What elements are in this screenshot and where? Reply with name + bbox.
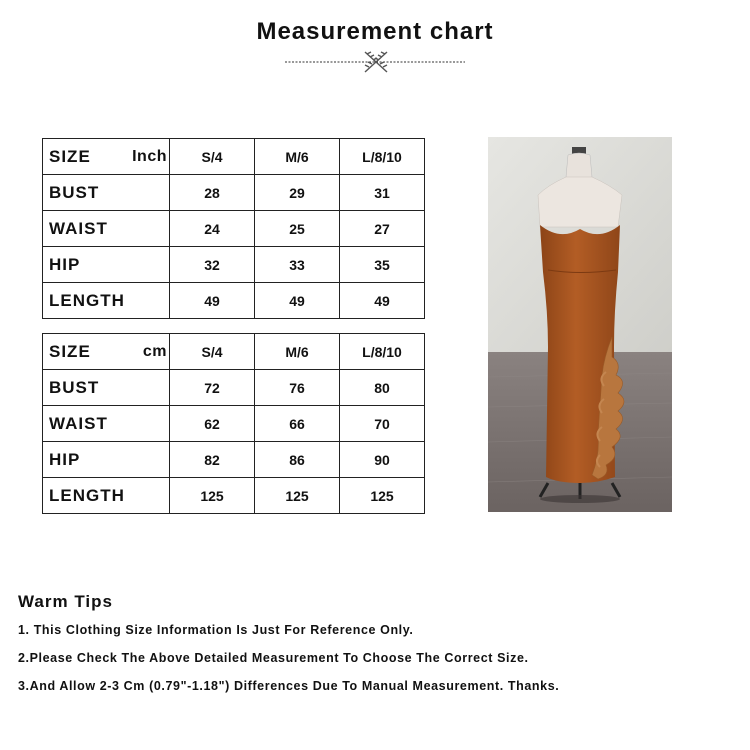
table-header-row <box>43 334 425 370</box>
size-header-label: SIZE <box>49 146 91 166</box>
unit-label: cm <box>142 342 167 360</box>
table-cell: 24 <box>170 211 255 247</box>
size-column-header: L/8/10 <box>340 139 425 175</box>
mannequin-neck <box>566 153 592 179</box>
size-column-header: L/8/10 <box>340 334 425 370</box>
table-cell: 125 <box>170 478 255 514</box>
table-cell: 28 <box>170 175 255 211</box>
row-label: WAIST <box>43 406 170 442</box>
table-cell: 33 <box>255 247 340 283</box>
tip-item: 1. This Clothing Size Information Is Just For Reference Only. <box>18 623 414 637</box>
table-cell: 125 <box>340 478 425 514</box>
table-row <box>43 247 425 283</box>
table-row <box>43 442 425 478</box>
table-row <box>43 406 425 442</box>
size-header-label: SIZE <box>49 341 91 361</box>
table-row <box>43 175 425 211</box>
table-cell: 66 <box>255 406 340 442</box>
table-corner-cell <box>43 139 170 175</box>
table-cell: 29 <box>255 175 340 211</box>
tip-item: 2.Please Check The Above Detailed Measurement To Choose The Correct Size. <box>18 651 529 665</box>
product-photo <box>488 137 672 512</box>
table-cell: 62 <box>170 406 255 442</box>
feather-cross-icon <box>365 52 387 72</box>
table-row <box>43 283 425 319</box>
size-table-inch <box>42 138 425 319</box>
row-label: BUST <box>43 175 170 211</box>
table-cell: 31 <box>340 175 425 211</box>
dress-on-mannequin-illustration <box>488 137 672 512</box>
table-cell: 35 <box>340 247 425 283</box>
tip-item: 3.And Allow 2-3 Cm (0.79"-1.18") Differences Due To Manual Measurement. Thanks. <box>18 679 560 693</box>
size-column-header: M/6 <box>255 139 340 175</box>
row-label: HIP <box>43 247 170 283</box>
table-row <box>43 370 425 406</box>
table-cell: 125 <box>255 478 340 514</box>
table-cell: 76 <box>255 370 340 406</box>
decorative-divider <box>283 49 467 75</box>
warm-tips-section <box>18 592 738 706</box>
size-column-header: S/4 <box>170 139 255 175</box>
row-label: HIP <box>43 442 170 478</box>
row-label: LENGTH <box>43 478 170 514</box>
size-table-cm <box>42 333 425 514</box>
table-cell: 49 <box>255 283 340 319</box>
table-cell: 70 <box>340 406 425 442</box>
table-cell: 86 <box>255 442 340 478</box>
size-column-header: S/4 <box>170 334 255 370</box>
table-cell: 25 <box>255 211 340 247</box>
table-cell: 82 <box>170 442 255 478</box>
page-title: Measurement chart <box>256 18 494 45</box>
table-cell: 32 <box>170 247 255 283</box>
table-cell: 49 <box>170 283 255 319</box>
unit-label: Inch <box>132 147 167 165</box>
size-column-header: M/6 <box>255 334 340 370</box>
table-row <box>43 478 425 514</box>
row-label: BUST <box>43 370 170 406</box>
table-corner-cell <box>43 334 170 370</box>
table-cell: 90 <box>340 442 425 478</box>
row-label: LENGTH <box>43 283 170 319</box>
warm-tips-title: Warm Tips <box>18 592 113 611</box>
table-row <box>43 211 425 247</box>
table-cell: 80 <box>340 370 425 406</box>
table-cell: 72 <box>170 370 255 406</box>
row-label: WAIST <box>43 211 170 247</box>
table-header-row <box>43 139 425 175</box>
table-cell: 27 <box>340 211 425 247</box>
table-cell: 49 <box>340 283 425 319</box>
